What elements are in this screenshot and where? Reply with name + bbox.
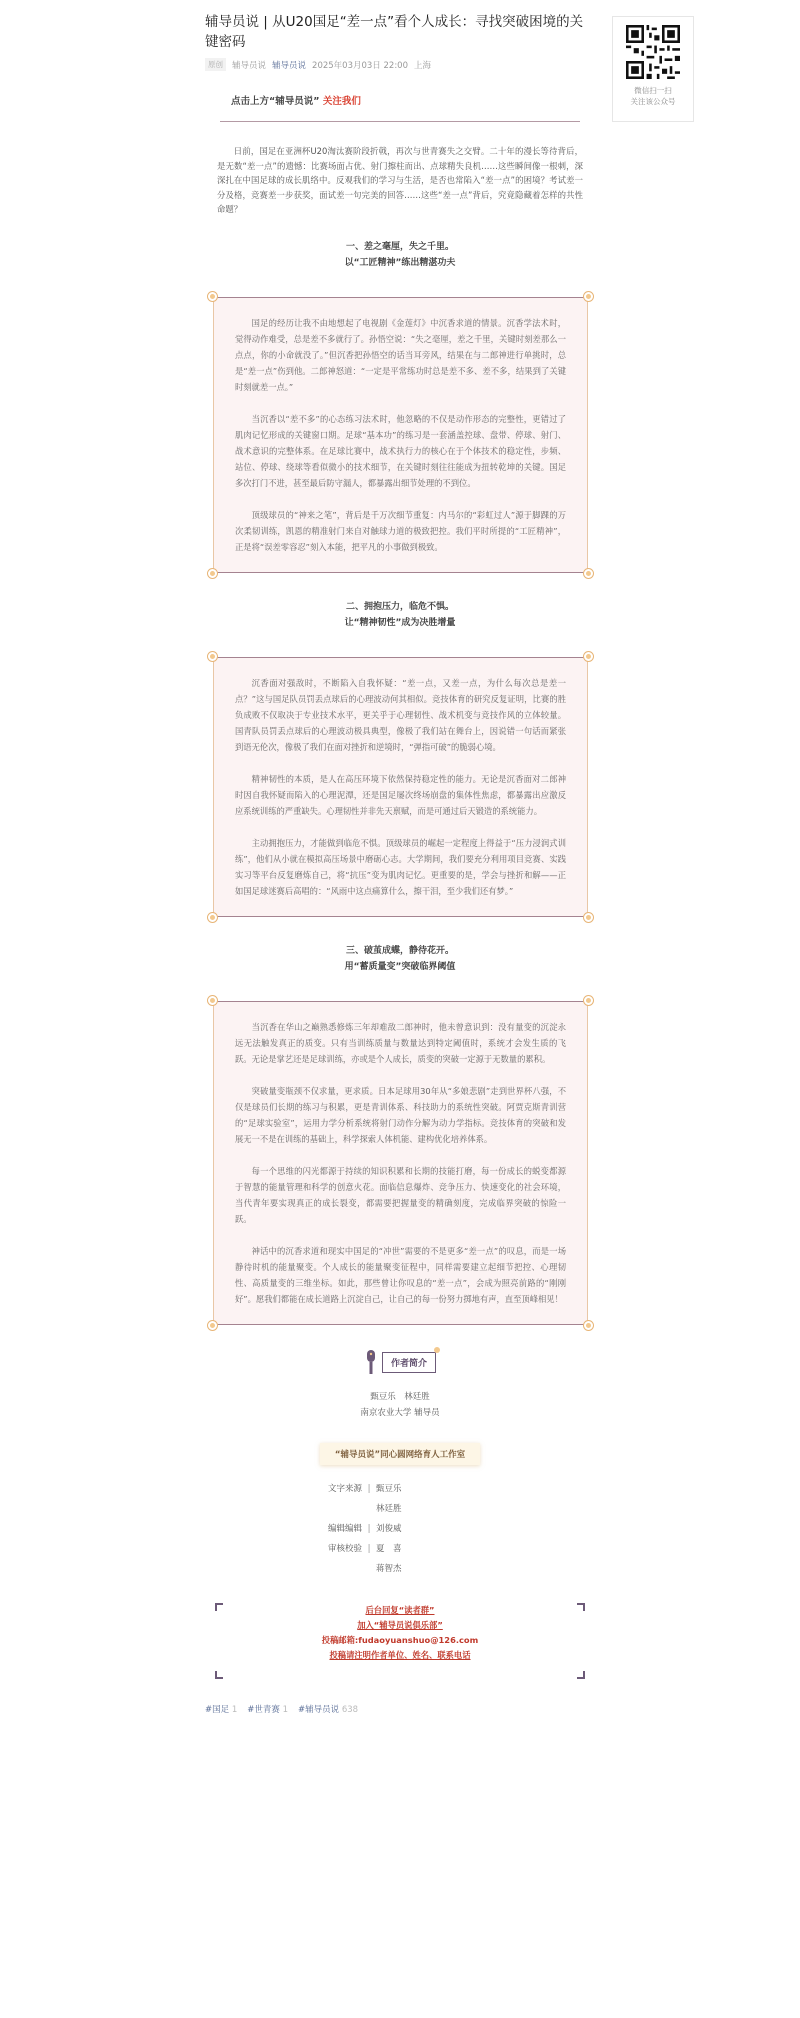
section-2 bbox=[205, 599, 595, 917]
tag-item[interactable]: #世青赛 1 bbox=[247, 1704, 288, 1715]
credit-value: 蒋智杰 bbox=[376, 1563, 402, 1574]
section-1-paragraph-3: 顶级球员的“神来之笔”，背后是千万次细节重复：内马尔的“彩虹过人”源于脚踝的万次柔韧训练，凯恩的精准射门来自对触球力道的极致把控。我们平时所提的“工匠精神”，正是将“误差零容忍”刻入本能，把平凡的小事做到极致。 bbox=[235, 509, 566, 552]
author-badge bbox=[364, 1349, 436, 1377]
section-2-box bbox=[213, 657, 588, 917]
credits bbox=[205, 1479, 595, 1579]
contact-box bbox=[215, 1603, 585, 1679]
section-3-paragraph-1: 当沉香在华山之巅熟悉修炼三年却难敌二郎神时，他未曾意识到：没有量变的沉淀永远无法触发真正的质变。只有当训练质量与数量达到特定阈值时，系统才会发生质的飞跃。无论是掌艺还是足球训练，亦或是个人成长，质变的突破一定源于无数量的累积。 bbox=[235, 1021, 566, 1064]
credit-key: 审核校验 bbox=[327, 1543, 362, 1554]
intro-paragraph: 日前，国足在亚洲杯U20淘汰赛阶段折戟，再次与世青赛失之交臂。二十年的漫长等待背后，是无数“差一点”的遗憾：比赛场面占优、射门擦柱而出、点球精失良机……这些瞬间像一根刺，深深扎在中国足球的成长肌络中。反观我们的学习与生活，是否也常陷入“差一点”的困境？考试差一分及格，竞赛差一步获奖，面试差一句完美的回答……这些“差一点”背后，究竟隐藏着怎样的共性命题？ bbox=[217, 146, 583, 214]
credit-row: 审核校验 | 夏 喜 bbox=[205, 1539, 595, 1559]
author-badge-label: 作者简介 bbox=[382, 1352, 436, 1373]
corner-dot-icon bbox=[584, 913, 593, 922]
section-3-title-line1: 三、破茧成蝶，静待花开。 bbox=[345, 945, 454, 956]
qr-card bbox=[612, 16, 694, 122]
corner-dot-icon bbox=[584, 1321, 593, 1330]
author-block bbox=[205, 1349, 595, 1421]
section-2-paragraph-1: 沉香面对强敌时，不断陷入自我怀疑：“差一点，又差一点，为什么每次总是差一点？”这与国足队员罚丢点球后的心理波动何其相似。竞技体育的研究反复证明，比赛的胜负成败不仅取决于专业技术水平，更关乎于心理韧性、战术机变与竞技作风的立体较量。国青队员罚丢点球后的心理波动极具典型，像极了我们站在舞台上，因说错一句话而紧张到语无伦次，像极了我们在面对挫折和逆境时，“弹指可破”的脆弱心境。 bbox=[235, 677, 566, 752]
credit-key bbox=[205, 1499, 362, 1519]
follow-prompt[interactable] bbox=[205, 93, 595, 107]
credit-value: 林廷胜 bbox=[376, 1503, 402, 1514]
section-1-paragraph-2: 当沉香以“差不多”的心态练习法术时，他忽略的不仅是动作形态的完整性，更错过了肌肉记忆形成的关键窗口期。足球“基本功”的练习是一套涵盖控球、盘带、停球、射门、战术意识的完整体系。在足球比赛中，战术执行力的核心在于个体技术的稳定性，步频、站位、停球、绕球等看似微小的技术细节，在关键时刻往往能成为扭转乾坤的关键。国足多次打门不进，甚至最后防守漏人，都暴露出细节处理的不到位。 bbox=[235, 413, 566, 488]
credit-row bbox=[205, 1559, 595, 1579]
contact-email[interactable]: 投稿邮箱:fudaoyuanshuo@126.com bbox=[321, 1634, 479, 1645]
section-1-box bbox=[213, 297, 588, 573]
publish-location: 上海 bbox=[414, 60, 432, 71]
corner-dot-icon bbox=[584, 996, 593, 1005]
divider bbox=[220, 121, 580, 122]
contact-line-2: 加入“辅导员说俱乐部” bbox=[357, 1619, 443, 1630]
article-title: 辅导员说 | 从U20国足“差一点”看个人成长：寻找突破困境的关键密码 bbox=[205, 14, 584, 50]
section-3-box bbox=[213, 1001, 588, 1325]
credit-key: 编辑编辑 bbox=[327, 1523, 362, 1534]
corner-dot-icon bbox=[584, 652, 593, 661]
qr-code-icon bbox=[626, 25, 680, 79]
author-info bbox=[205, 1389, 595, 1421]
credit-row bbox=[205, 1499, 595, 1519]
section-1-title-line1: 一、差之毫厘，失之千里。 bbox=[345, 241, 454, 252]
credit-row: 文字来源 | 甄豆乐 bbox=[205, 1479, 595, 1499]
tag-list bbox=[205, 1703, 595, 1715]
corner-dot-icon bbox=[208, 913, 217, 922]
microphone-icon bbox=[364, 1349, 378, 1377]
author-link[interactable]: 辅导员说 bbox=[272, 60, 307, 71]
qr-caption bbox=[631, 85, 676, 107]
qr-caption-line2: 关注该公众号 bbox=[630, 97, 676, 106]
corner-dot-icon bbox=[584, 292, 593, 301]
studio-banner: “辅导员说”同心圆网络育人工作室 bbox=[320, 1443, 480, 1465]
corner-dot-icon bbox=[208, 569, 217, 578]
article bbox=[205, 12, 595, 1715]
section-3-paragraph-3: 每一个思维的闪光都源于持续的知识积累和长期的技能打磨，每一份成长的蜕变都源于智慧的能量管理和科学的创意火花。面临信息爆炸、竞争压力、快速变化的社会环境，当代青年要实现真正的成长裂变，都需要把握量变的精确刻度，完成临界突破的惊险一跃。 bbox=[235, 1165, 566, 1224]
section-2-paragraph-3: 主动拥抱压力，才能做到临危不惧。顶级球员的崛起一定程度上得益于“压力浸润式训练”，他们从小就在模拟高压场景中磨砺心志。大学期间，我们要充分利用项目竞赛、实践实习等平台反复磨炼自己，将“抗压”变为肌肉记忆。更重要的是，学会与挫折和解——正如国足球迷赛后高唱的：“风雨中这点痛算什么，擦干泪，至少我们还有梦。” bbox=[235, 837, 566, 896]
author-names: 甄豆乐 林廷胜 bbox=[370, 1391, 430, 1402]
credit-row: 编辑编辑 | 刘俊威 bbox=[205, 1519, 595, 1539]
contact-line-4: 投稿请注明作者单位、姓名、联系电话 bbox=[329, 1649, 471, 1660]
tag-item[interactable]: #辅导员说 638 bbox=[298, 1704, 359, 1715]
section-1 bbox=[205, 239, 595, 573]
section-1-paragraph-1: 国足的经历让我不由地想起了电视剧《金莲灯》中沉香求道的情景。沉香学法术时，觉得动作难受，总是差不多就行了。孙悟空说：“失之毫厘，差之千里，关键时刻差那么一点点，你的小命就没了。”但沉香把孙悟空的话当耳旁风，结果在与二郎神进行单挑时，总是“差一点”伤到他。二郎神怒道：“一定是平常练功时总是差不多、差不多，结果到了关键时刻就差一点。” bbox=[235, 317, 566, 392]
section-2-title bbox=[205, 599, 595, 631]
account-name: 辅导员说 bbox=[232, 60, 267, 71]
corner-dot-icon bbox=[208, 652, 217, 661]
corner-dot-icon bbox=[208, 1321, 217, 1330]
qr-caption-line1: 微信扫一扫 bbox=[634, 86, 672, 95]
original-tag: 原创 bbox=[205, 58, 226, 71]
follow-prefix: 点击上方“辅导员说” bbox=[231, 96, 320, 107]
article-meta bbox=[205, 58, 595, 71]
section-3-title bbox=[205, 943, 595, 975]
credit-key bbox=[205, 1559, 362, 1579]
credit-key: 文字来源 bbox=[327, 1483, 362, 1494]
section-3-paragraph-2: 突破量变瓶颈不仅求量，更求质。日本足球用30年从“多娘悲剧”走到世界杯八强，不仅是球员们长期的练习与积累，更是青训体系、科技助力的系统性突破。阿贾克斯青训营的“足球实验室”，运用力学分析系统将射门动作分解为动力学指标。竞技体育的突破和发展无一不是在训练的基础上，科学探索人体机能、建构优化培养体系。 bbox=[235, 1085, 566, 1144]
credit-value: 刘俊威 bbox=[376, 1523, 402, 1534]
section-2-title-line2: 让“精神韧性”成为决胜增量 bbox=[344, 617, 456, 628]
publish-datetime: 2025年03月03日 22:00 bbox=[312, 60, 408, 71]
section-3-title-line2: 用“蓄质量变”突破临界阈值 bbox=[344, 961, 456, 972]
section-3-paragraph-4: 神话中的沉香求道和现实中国足的“冲世”需要的不是更多“差一点”的叹息，而是一场静待时机的能量聚变。个人成长的能量聚变征程中，同样需要建立起细节把控、心理韧性、高质量变的三维坐标。如此，那些曾让你叹息的“差一点”，会成为照亮前路的“刚刚好”。愿我们都能在成长道路上沉淀自己，让自己的每一份努力掷地有声，直至顶峰相见！ bbox=[235, 1245, 566, 1304]
section-1-title-line2: 以“工匠精神”练出精湛功夫 bbox=[344, 257, 456, 268]
tag-item[interactable]: #国足 1 bbox=[205, 1704, 238, 1715]
follow-highlight: 关注我们 bbox=[322, 96, 361, 107]
section-2-title-line1: 二、拥抱压力，临危不惧。 bbox=[345, 601, 454, 612]
corner-dot-icon bbox=[208, 292, 217, 301]
section-1-title bbox=[205, 239, 595, 271]
section-2-paragraph-2: 精神韧性的本质，是人在高压环境下依然保持稳定性的能力。无论是沉香面对二郎神时因自我怀疑而陷入的心理泥潭，还是国足屡次终场崩盘的集体性焦虑，都暴露出应激反应系统训练的严重缺失。心理韧性并非先天禀赋，而是可通过后天锻造的系统能力。 bbox=[235, 773, 566, 816]
contact-line-1: 后台回复“读者群” bbox=[365, 1604, 435, 1615]
badge-dot-icon bbox=[434, 1347, 440, 1353]
section-3 bbox=[205, 943, 595, 1325]
credit-value: 甄豆乐 bbox=[376, 1483, 402, 1494]
author-affiliation: 南京农业大学 辅导员 bbox=[360, 1407, 440, 1418]
corner-dot-icon bbox=[584, 569, 593, 578]
corner-dot-icon bbox=[208, 996, 217, 1005]
credit-value: 夏 喜 bbox=[376, 1543, 402, 1554]
